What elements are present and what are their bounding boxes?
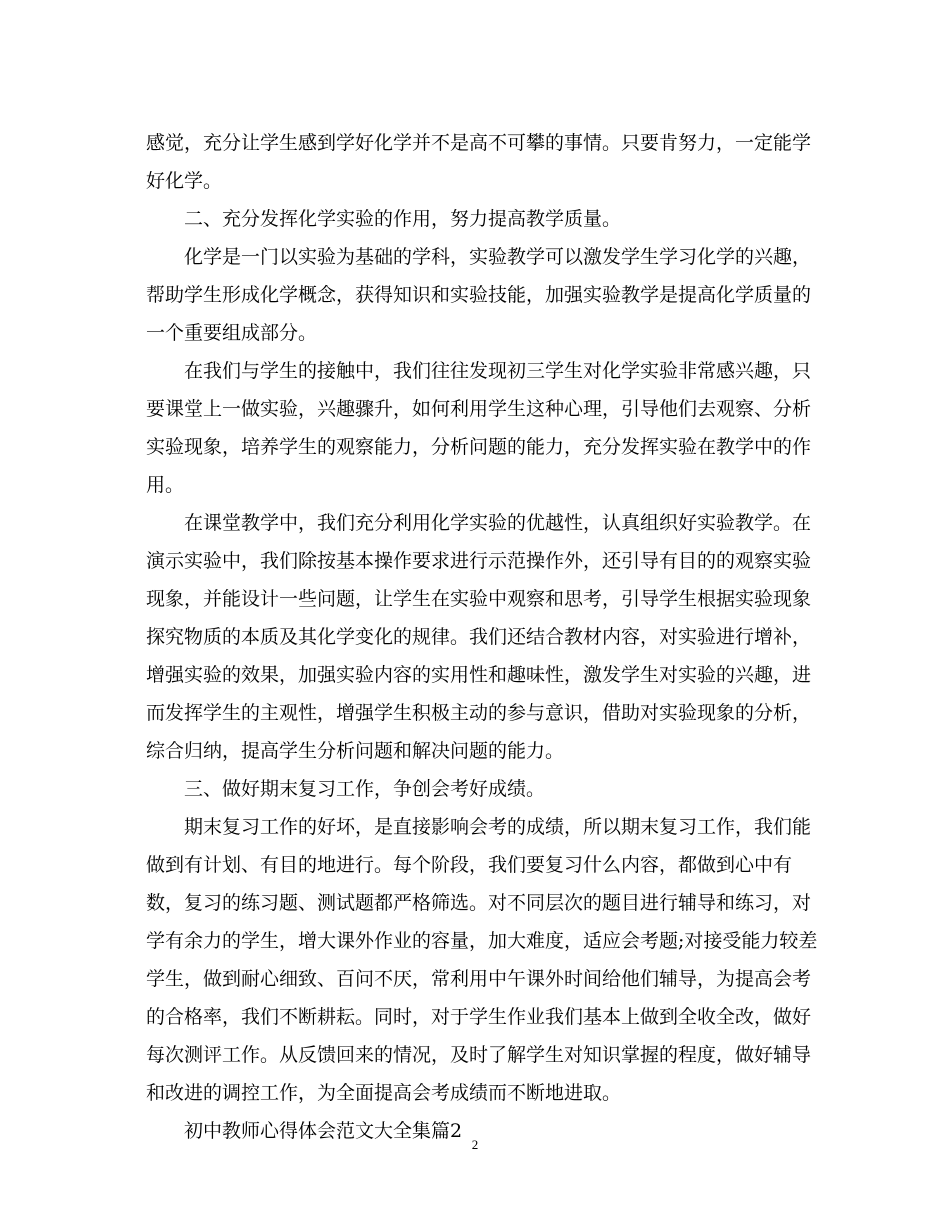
text-line: 三、做好期末复习工作，争创会考好成绩。	[184, 778, 546, 800]
text-line: 演示实验中，我们除按基本操作要求进行示范操作外，还引导有目的的观察实验	[146, 550, 812, 572]
text-line: 要课堂上一做实验，兴趣骤升，如何利用学生这种心理，引导他们去观察、分析	[146, 398, 812, 420]
text-line: 感觉，充分让学生感到学好化学并不是高不可攀的事情。只要肯努力，一定能学	[146, 132, 812, 154]
text-line: 做到有计划、有目的地进行。每个阶段，我们要复习什么内容，都做到心中有	[146, 854, 793, 876]
text-line: 一个重要组成部分。	[146, 322, 318, 344]
text-line: 用。	[146, 474, 185, 496]
text-line: 实验现象，培养学生的观察能力，分析问题的能力，充分发挥实验在教学中的作	[146, 436, 812, 458]
document-body	[146, 124, 818, 1150]
text-line: 化学是一门以实验为基础的学科，实验教学可以激发学生学习化学的兴趣，	[184, 246, 812, 268]
text-line: 学有余力的学生，增大课外作业的容量，加大难度，适应会考题;对接受能力较差	[146, 930, 818, 952]
text-line: 好化学。	[146, 170, 223, 192]
text-line: 二、充分发挥化学实验的作用，努力提高教学质量。	[184, 208, 622, 230]
text-line: 帮助学生形成化学概念，获得知识和实验技能，加强实验教学是提高化学质量的	[146, 284, 812, 306]
text-line: 在我们与学生的接触中，我们往往发现初三学生对化学实验非常感兴趣，只	[184, 360, 812, 382]
text-line: 增强实验的效果，加强实验内容的实用性和趣味性，激发学生对实验的兴趣，进	[146, 664, 812, 686]
text-line: 现象，并能设计一些问题，让学生在实验中观察和思考，引导学生根据实验现象	[146, 588, 812, 610]
text-line: 探究物质的本质及其化学变化的规律。我们还结合教材内容，对实验进行增补，	[146, 626, 812, 648]
text-line: 而发挥学生的主观性，增强学生积极主动的参与意识，借助对实验现象的分析，	[146, 702, 812, 724]
text-line: 在课堂教学中，我们充分利用化学实验的优越性，认真组织好实验教学。在	[184, 512, 812, 534]
text-line: 的合格率，我们不断耕耘。同时，对于学生作业我们基本上做到全收全改，做好	[146, 1006, 812, 1028]
text-line: 学生，做到耐心细致、百问不厌，常利用中午课外时间给他们辅导，为提高会考	[146, 968, 812, 990]
text-line: 初中教师心得体会范文大全集篇2	[184, 1120, 463, 1142]
text-line: 数，复习的练习题、测试题都严格筛选。对不同层次的题目进行辅导和练习，对	[146, 892, 812, 914]
text-line: 每次测评工作。从反馈回来的情况，及时了解学生对知识掌握的程度，做好辅导	[146, 1044, 812, 1066]
text-line: 期末复习工作的好坏，是直接影响会考的成绩，所以期末复习工作，我们能	[184, 816, 812, 838]
text-line: 综合归纳，提高学生分析问题和解决问题的能力。	[146, 740, 565, 762]
text-line: 和改进的调控工作，为全面提高会考成绩而不断地进取。	[146, 1082, 622, 1104]
page-number: 2	[471, 1137, 479, 1152]
